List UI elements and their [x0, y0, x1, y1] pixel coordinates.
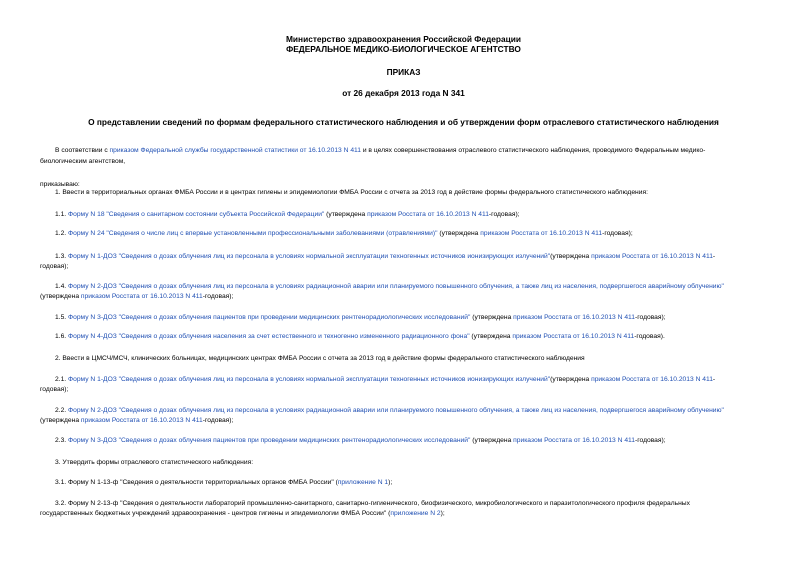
doc-title: О представлении сведений по формам федерального статистического наблюдения и об утверждении форм отраслевого статистического наблюдения: [88, 117, 719, 127]
item-1: 1. Ввести в территориальных органах ФМБА России и в центрах гигиены и эпидемиологии ФМБА России с отчета за 2013 год в действие формы федерального статистического наблюдения:: [55, 189, 648, 196]
rosstat-order-link[interactable]: приказом Росстата от 16.10.2013 N 411: [513, 437, 635, 444]
item-2-2: 2.2. Форму N 2-ДОЗ "Сведения о дозах облучения лиц из персонала в условиях радиационной аварии или планируемого повышенного облучения, а также лиц из населения, подвергшегося аварийному облучению": [55, 407, 724, 414]
form-2-doz-link[interactable]: Форму N 2-ДОЗ "Сведения о дозах облучения лиц из персонала в условиях радиационной аварии или планируемого повышенного облучения, а также лиц из населения, подвергшегося аварийному облучению": [68, 407, 724, 414]
item-1-6: 1.6. Форму N 4-ДОЗ "Сведения о дозах облучения населения за счет естественного и техногенно измененного радиационного фона" (утверждена приказом Росстата от 16.10.2013 N 411-годовая).: [55, 333, 665, 340]
rosstat-order-link[interactable]: приказом Росстата от 16.10.2013 N 411: [513, 314, 635, 321]
item-2-3: 2.3. Форму N 3-ДОЗ "Сведения о дозах облучения пациентов при проведении медицинских рентгенорадиологических исследований" (утверждена приказом Росстата от 16.10.2013 N 411-годовая);: [55, 437, 666, 444]
doc-date-number: от 26 декабря 2013 года N 341: [342, 88, 465, 98]
rosstat-order-link[interactable]: приказом Росстата от 16.10.2013 N 411: [512, 333, 635, 340]
preamble-cont: биологическим агентством,: [40, 158, 126, 165]
item-3-1: 3.1. Форму N 1-13-ф "Сведения о деятельности территориальных органов ФМБА России" (приложение N 1);: [55, 479, 393, 486]
item-1-5: 1.5. Форму N 3-ДОЗ "Сведения о дозах облучения пациентов при проведении медицинских рентгенорадиологических исследований" (утверждена приказом Росстата от 16.10.2013 N 411-годовая);: [55, 314, 666, 321]
rosstat-order-link[interactable]: приказом Росстата от 16.10.2013 N 411: [480, 230, 603, 237]
rosstat-order-link[interactable]: приказом Росстата от 16.10.2013 N 411: [80, 293, 203, 300]
preamble: В соответствии с приказом Федеральной службы государственной статистики от 16.10.2013 N 411 и в целях совершенствования отраслевого статистического наблюдения, проводимого Федеральным медико-: [55, 147, 706, 154]
doc-type: ПРИКАЗ: [386, 67, 421, 77]
rosstat-order-link[interactable]: приказом Росстата от 16.10.2013 N 411: [367, 211, 489, 218]
rosstat-order-link[interactable]: приказом Росстата от 16.10.2013 N 411: [591, 253, 713, 260]
form-3-doz-link[interactable]: Форму N 3-ДОЗ "Сведения о дозах облучения пациентов при проведении медицинских рентгенорадиологических исследований": [68, 314, 471, 321]
form-3-doz-link[interactable]: Форму N 3-ДОЗ "Сведения о дозах облучения пациентов при проведении медицинских рентгенорадиологических исследований": [68, 437, 471, 444]
item-1-2: 1.2. Форму N 24 "Сведения о числе лиц с впервые установленными профессиональными заболеваниями (отравлениями)" (утверждена приказом Росстата от 16.10.2013 N 411-годовая);: [55, 230, 633, 237]
item-1-1: 1.1. Форму N 18 "Сведения о санитарном состоянии субъекта Российской Федерации" (утверждена приказом Росстата от 16.10.2013 N 411-годовая);: [55, 211, 520, 218]
item-2-2-cont: (утверждена приказом Росстата от 16.10.2013 N 411-годовая);: [40, 417, 234, 424]
form-2-doz-link[interactable]: Форму N 2-ДОЗ "Сведения о дозах облучения лиц из персонала в условиях радиационной аварии или планируемого повышенного облучения, а также лиц из населения, подвергшегося аварийному облучению": [68, 283, 724, 290]
form-1-doz-link[interactable]: Форму N 1-ДОЗ "Сведения о дозах облучения лиц из персонала в условиях нормальной эксплуатации техногенных источников ионизирующих излучений": [68, 376, 551, 383]
form-1-doz-link[interactable]: Форму N 1-ДОЗ "Сведения о дозах облучения лиц из персонала в условиях нормальной эксплуатации техногенных источников ионизирующих излучений": [68, 253, 551, 260]
item-1-3-cont: годовая);: [40, 263, 69, 270]
item-1-4: 1.4. Форму N 2-ДОЗ "Сведения о дозах облучения лиц из персонала в условиях радиационной аварии или планируемого повышенного облучения, а также лиц из населения, подвергшегося аварийному облучению": [55, 283, 724, 290]
item-1-4-cont: (утверждена приказом Росстата от 16.10.2013 N 411-годовая);: [40, 293, 234, 300]
ministry-name: Министерство здравоохранения Российской Федерации: [286, 34, 521, 44]
rosstat-order-link[interactable]: приказом Росстата от 16.10.2013 N 411: [591, 376, 713, 383]
item-2-1: 2.1. Форму N 1-ДОЗ "Сведения о дозах облучения лиц из персонала в условиях нормальной эксплуатации техногенных источников ионизирующих излучений"(утверждена приказом Росстата от 16.10.2013 N 411-: [55, 376, 716, 383]
item-3-2: 3.2. Форму N 2-13-ф "Сведения о деятельности лабораторий промышленно-санитарного, санитарно-гигиенического, биофизического, микробиологического и паразитологического профиля федеральных: [55, 500, 690, 507]
agency-name: ФЕДЕРАЛЬНОЕ МЕДИКО-БИОЛОГИЧЕСКОЕ АГЕНТСТВО: [286, 44, 521, 54]
rosstat-order-link[interactable]: приказом Федеральной службы государственной статистики от 16.10.2013 N 411: [109, 147, 361, 154]
item-3-2-cont: государственных бюджетных учреждений здравоохранения - центров гигиены и эпидемиологии ФМБА России" (приложение N 2);: [40, 510, 445, 517]
order-word: приказываю:: [40, 181, 80, 188]
item-1-3: 1.3. Форму N 1-ДОЗ "Сведения о дозах облучения лиц из персонала в условиях нормальной эксплуатации техногенных источников ионизирующих излучений"(утверждена приказом Росстата от 16.10.2013 N 411-: [55, 253, 716, 260]
appendix-2-link[interactable]: приложение N 2: [390, 510, 441, 517]
item-2: 2. Ввести в ЦМСЧ/МСЧ, клинических больницах, медицинских центрах ФМБА России с отчета за 2013 год в действие формы федерального статистического наблюдения: [55, 355, 585, 362]
appendix-1-link[interactable]: приложение N 1: [337, 479, 389, 486]
rosstat-order-link[interactable]: приказом Росстата от 16.10.2013 N 411: [80, 417, 203, 424]
item-3: 3. Утвердить формы отраслевого статистического наблюдения:: [55, 459, 254, 466]
form-4-doz-link[interactable]: Форму N 4-ДОЗ "Сведения о дозах облучения населения за счет естественного и техногенно измененного радиационного фона": [68, 333, 470, 340]
form-18-link[interactable]: Форму N 18 "Сведения о санитарном состоянии субъекта Российской Федерации": [68, 211, 325, 218]
form-24-link[interactable]: Форму N 24 "Сведения о числе лиц с впервые установленными профессиональными заболеваниями (отравлениями)": [68, 230, 438, 237]
item-2-1-cont: годовая);: [40, 386, 69, 393]
